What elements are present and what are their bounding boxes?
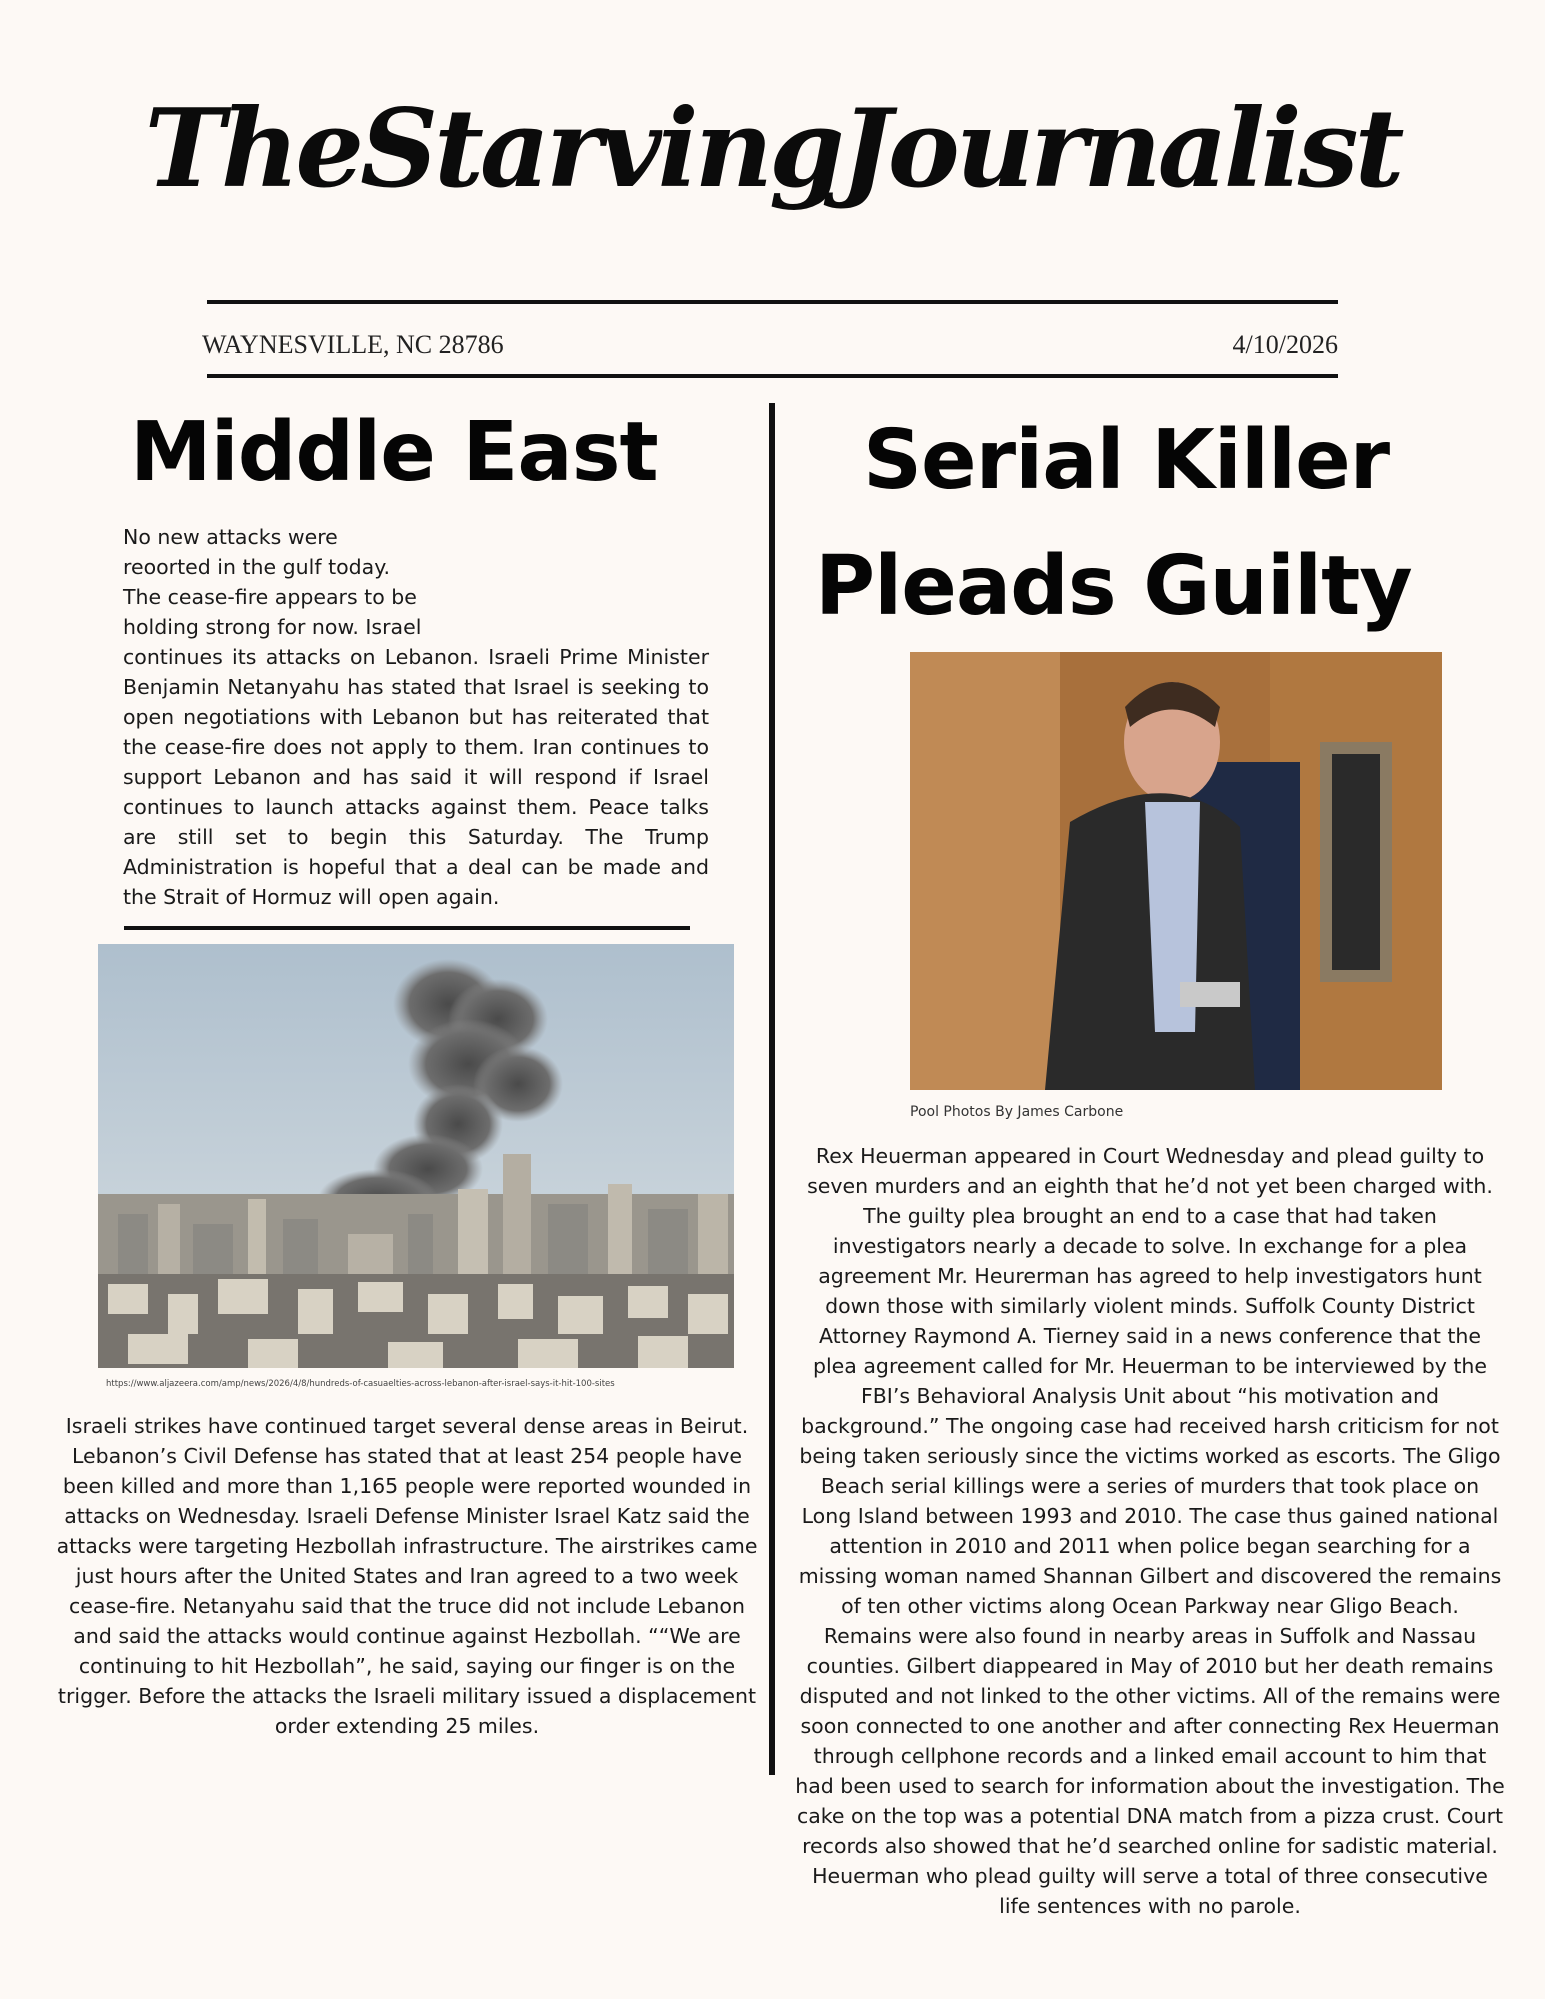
column-divider	[769, 403, 775, 1775]
left-intro-lines	[123, 522, 703, 642]
right-headline-line2: Pleads Guilty	[815, 539, 1412, 634]
section-rule	[124, 926, 690, 930]
masthead-title: TheStarvingJournalist	[144, 86, 1401, 212]
photo-caption: Pool Photos By James Carbone	[910, 1104, 1124, 1120]
left-intro-body: continues its attacks on Lebanon. Israeli Prime Minister Benjamin Netanyahu has stated that Israel is seeking to open negotiations with Lebanon but has reiterated that the cease-fire does not apply to them. Iran continues to support Lebanon and has said it will respond if Israel continues to launch attacks against them. Peace talks are still set to begin this Saturday. The Trump Administration is hopeful that a deal can be made and the Strait of Hormuz will open again.	[123, 645, 709, 909]
intro-line: reoorted in the gulf today.	[123, 555, 390, 579]
intro-line: holding strong for now. Israel	[123, 615, 422, 639]
explosion-photo	[98, 944, 734, 1368]
dateline-location: WAYNESVILLE, NC 28786	[202, 330, 504, 359]
dateline-date: 4/10/2026	[1232, 330, 1338, 359]
intro-line: The cease-fire appears to be	[123, 585, 417, 609]
photo-source-url: https://www.aljazeera.com/amp/news/2026/4/8/hundreds-of-casuaelties-across-lebanon-after-israel-says-it-hit-100-sites	[106, 1379, 615, 1389]
left-headline: Middle East	[130, 405, 658, 500]
intro-line: No new attacks were	[123, 525, 338, 549]
top-rule	[207, 300, 1338, 304]
court-photo	[910, 652, 1442, 1090]
right-body: Rex Heuerman appeared in Court Wednesday and plead guilty to seven murders and an eighth that he’d not yet been charged with. The guilty plea brought an end to a case that had taken investigators nearly a decade to solve. In exchange for a plea agreement Mr. Heurerman has agreed to help investigators hunt down those with similarly violent minds. Suffolk County District Attorney Raymond A. Tierney said in a news conference that the plea agreement called for Mr. Heuerman to be interviewed by the FBI’s Behavioral Analysis Unit about “his motivation and background.” The ongoing case had received harsh criticism for not being taken seriously since the victims worked as escorts. The Gligo Beach serial killings were a series of murders that took place on Long Island between 1993 and 2010. The case thus gained national attention in 2010 and 2011 when police began searching for a missing woman named Shannan Gilbert and discovered the remains of ten other victims along Ocean Parkway near Gligo Beach. Remains were also found in nearby areas in Suffolk and Nassau counties. Gilbert diappeared in May of 2010 but her death remains disputed and not linked to the other victims. All of the remains were soon connected to one another and after connecting Rex Heuerman through cellphone records and a linked email account to him that had been used to search for information about the investigation. The cake on the top was a potential DNA match from a pizza crust. Court records also showed that he’d searched online for sadistic material. Heuerman who plead guilty will serve a total of three consecutive life sentences with no parole.	[795, 1144, 1505, 1918]
bottom-rule	[207, 374, 1338, 378]
right-headline-line1: Serial Killer	[863, 413, 1390, 508]
left-body: Israeli strikes have continued target several dense areas in Beirut. Lebanon’s Civil Defense has stated that at least 254 people have been killed and more than 1,165 people were reported wounded in attacks on Wednesday. Israeli Defense Minister Israel Katz said the attacks were targeting Hezbollah infrastructure. The airstrikes came just hours after the United States and Iran agreed to a two week cease-fire. Netanyahu said that the truce did not include Lebanon and said the attacks would continue against Hezbollah. ““We are continuing to hit Hezbollah”, he said, saying our finger is on the trigger. Before the attacks the Israeli military issued a displacement order extending 25 miles.	[56, 1414, 758, 1738]
